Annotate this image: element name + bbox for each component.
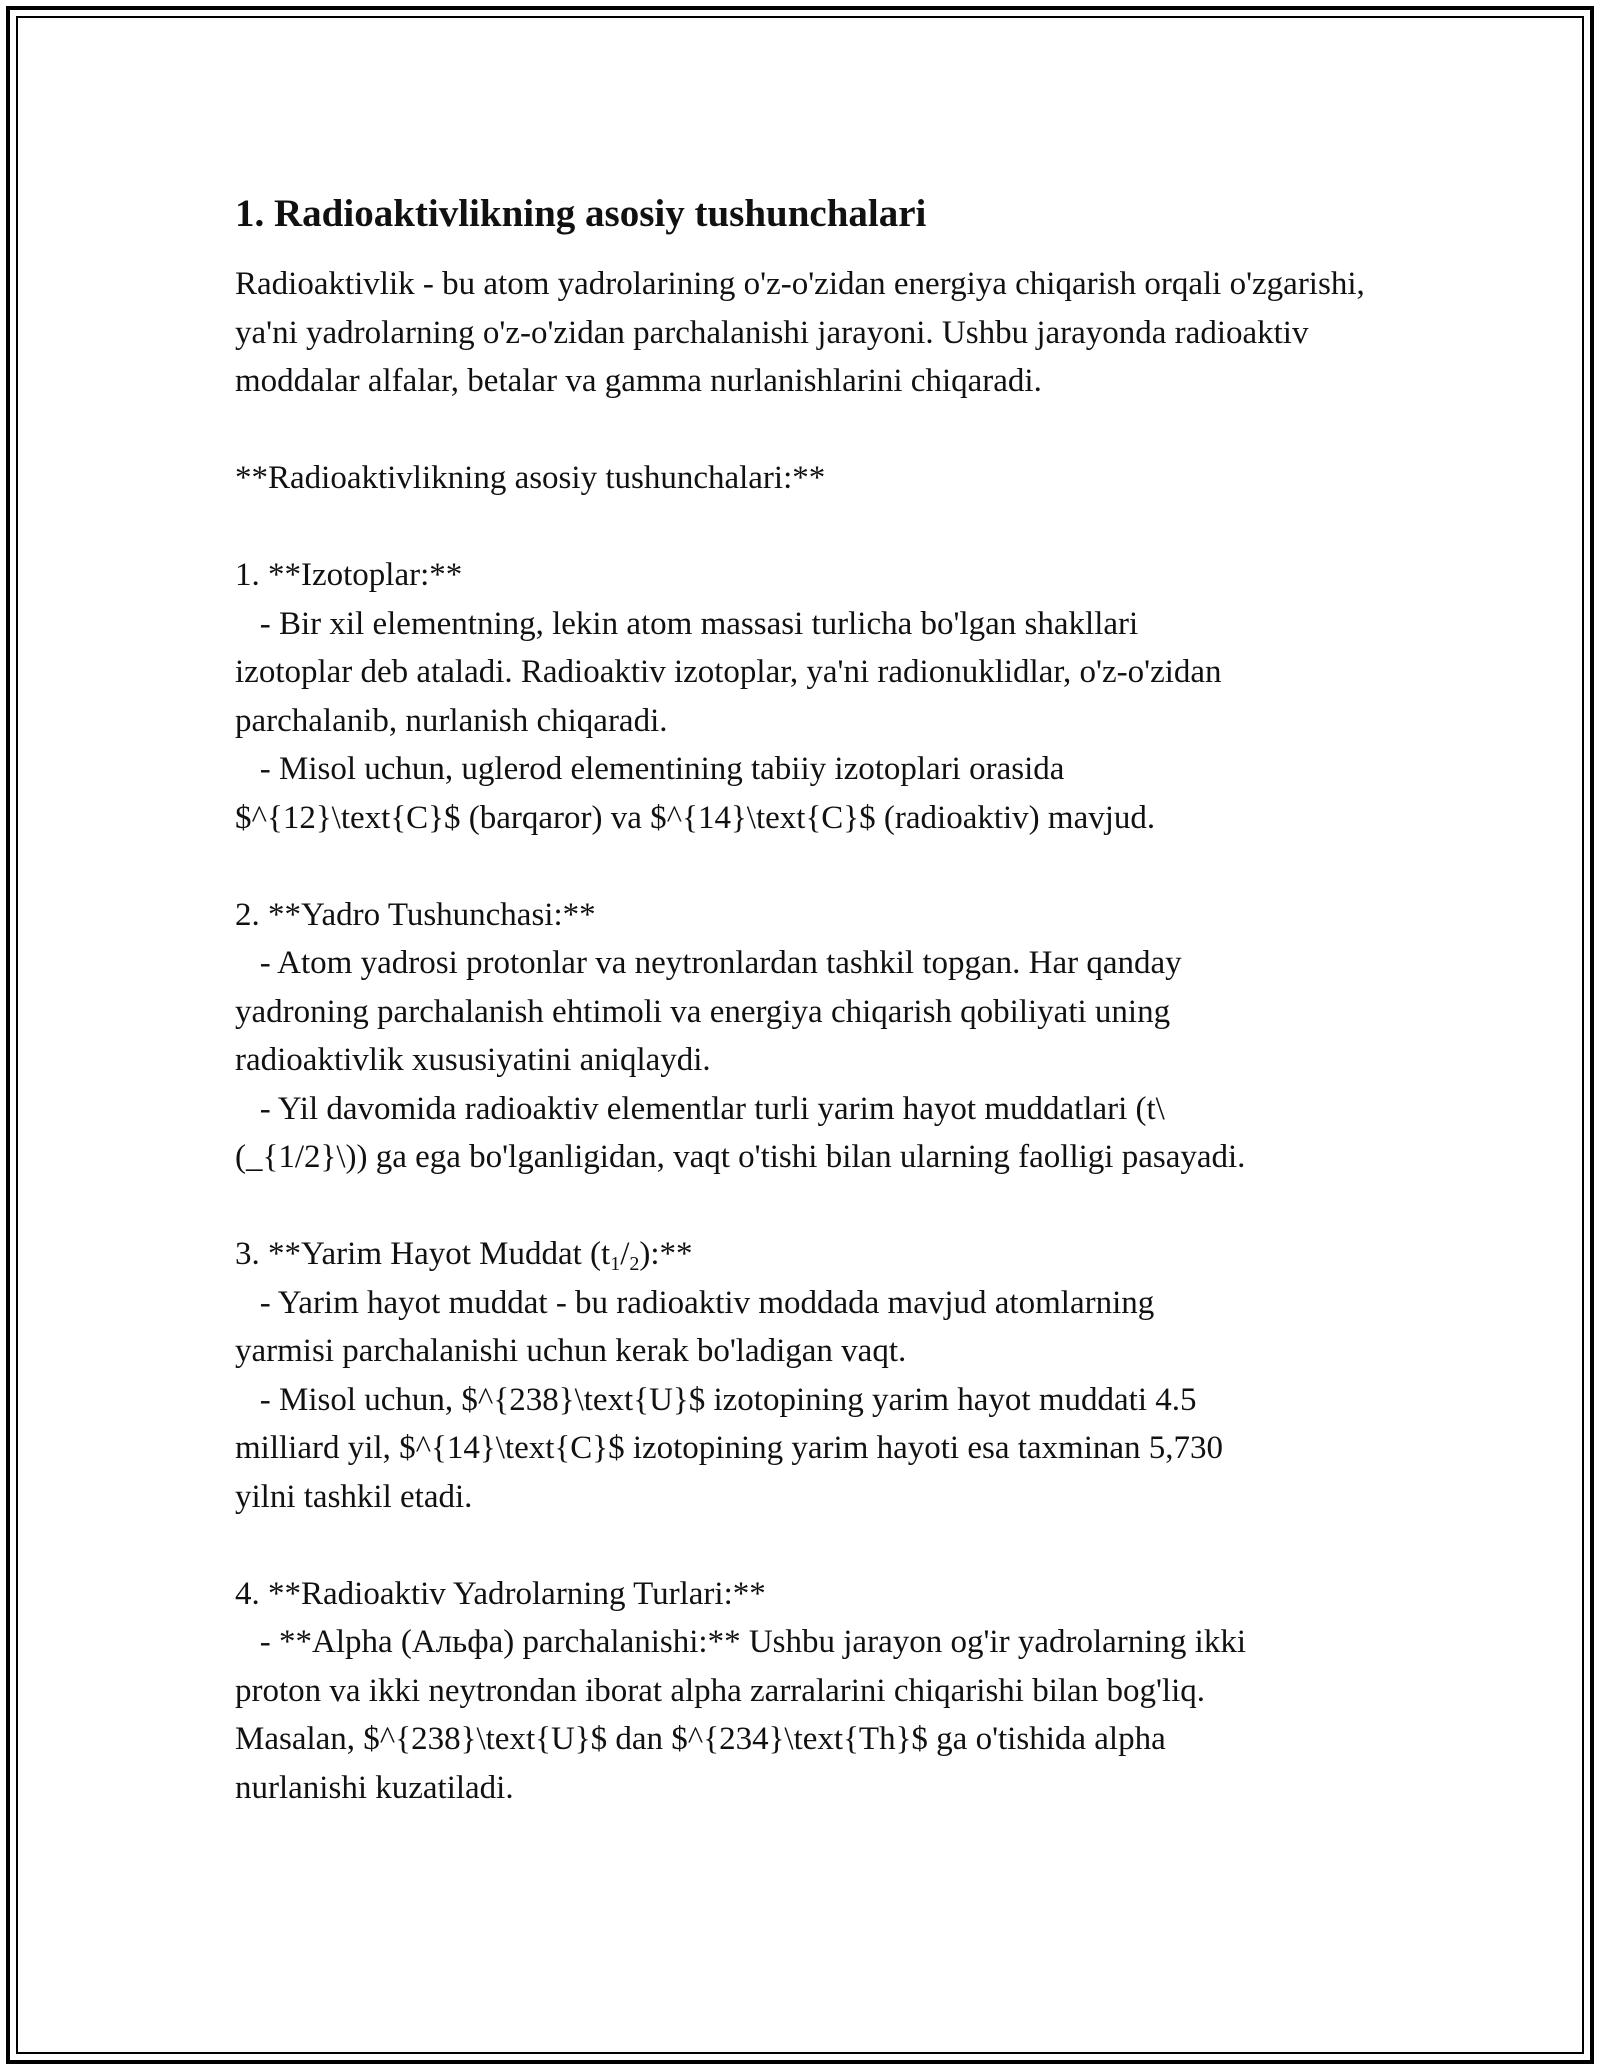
subscript: 1 — [610, 1253, 621, 1275]
heading-text: / — [620, 1236, 630, 1272]
section-half-life — [235, 1230, 1375, 1521]
text-line: yadroning parchalanish ehtimoli va energiya chiqarish qobiliyati uning — [235, 993, 1171, 1030]
section-heading: 4. **Radioaktiv Yadrolarning Turlari:** — [235, 1575, 766, 1612]
text-line: milliard yil, $^{14}\text{C}$ izotopining yarim hayoti esa taxminan 5,730 — [235, 1430, 1224, 1466]
text-line: proton va ikki neytrondan iborat alpha zarralarini chiqarishi bilan bog'liq. — [235, 1672, 1205, 1709]
text-line: - Yil davomida radioaktiv elementlar turli yarim hayot muddatlari (t\ — [235, 1090, 1165, 1127]
text-line: - Misol uchun, uglerod elementining tabiiy izotoplari orasida — [235, 751, 1065, 787]
text-line: radioaktivlik xususiyatini aniqlaydi. — [235, 1042, 711, 1078]
text-line: izotoplar deb ataladi. Radioaktiv izotoplar, ya'ni radionuklidlar, o'z-o'zidan — [235, 654, 1222, 690]
text-line: - Yarim hayot muddat - bu radioaktiv moddada mavjud atomlarning — [235, 1284, 1155, 1321]
section-nucleus — [235, 891, 1375, 1182]
intro-paragraph: Radioaktivlik - bu atom yadrolarining o'z-o'zidan energiya chiqarish orqali o'zgarishi, ya'ni yadrolarning o'z-o'zidan parchalanishi jarayoni. Ushbu jarayonda radioaktiv moddalar alfalar, betalar va gamma nurlanishlarini chiqaradi. — [235, 266, 1373, 399]
heading-text: 3. **Yarim Hayot Muddat (t — [235, 1236, 611, 1272]
text-line: parchalanib, nurlanish chiqaradi. — [235, 702, 668, 739]
text-line: - Atom yadrosi protonlar va neytronlardan tashkil topgan. Har qanday — [235, 945, 1182, 981]
text-line: yilni tashkil etadi. — [235, 1478, 473, 1515]
text-line: - Bir xil elementning, lekin atom massasi turlicha bo'lgan shakllari — [235, 605, 1139, 642]
document-body — [235, 190, 1375, 1812]
text-line: yarmisi parchalanishi uchun kerak bo'ladigan vaqt. — [235, 1333, 907, 1369]
text-line: - Misol uchun, $^{238}\text{U}$ izotopining yarim hayot muddati 4.5 — [235, 1381, 1197, 1418]
section-nucleus-types — [235, 1570, 1375, 1813]
section-heading — [235, 1230, 1375, 1279]
text-line: - **Alpha (Альфа) parchalanishi:** Ushbu jarayon og'ir yadrolarning ikki — [235, 1624, 1247, 1660]
text-line: (_{1/2}\)) ga ega bo'lganligidan, vaqt o'tishi bilan ularning faolligi pasayadi. — [235, 1139, 1246, 1175]
document-title: 1. Radioaktivlikning asosiy tushunchalari — [235, 192, 927, 235]
section-heading: 2. **Yadro Tushunchasi:** — [235, 896, 596, 933]
subscript: 2 — [629, 1253, 640, 1275]
section-isotopes — [235, 551, 1375, 842]
heading-text: ):** — [639, 1236, 693, 1272]
text-line: Masalan, $^{238}\text{U}$ dan $^{234}\text{Th}$ ga o'tishida alpha — [235, 1721, 1166, 1757]
section-heading: 1. **Izotoplar:** — [235, 557, 463, 593]
concepts-subheading: **Radioaktivlikning asosiy tushunchalari:** — [235, 460, 826, 496]
text-line: $^{12}\text{C}$ (barqaror) va $^{14}\text{C}$ (radioaktiv) mavjud. — [235, 799, 1156, 836]
text-line: nurlanishi kuzatiladi. — [235, 1769, 514, 1806]
